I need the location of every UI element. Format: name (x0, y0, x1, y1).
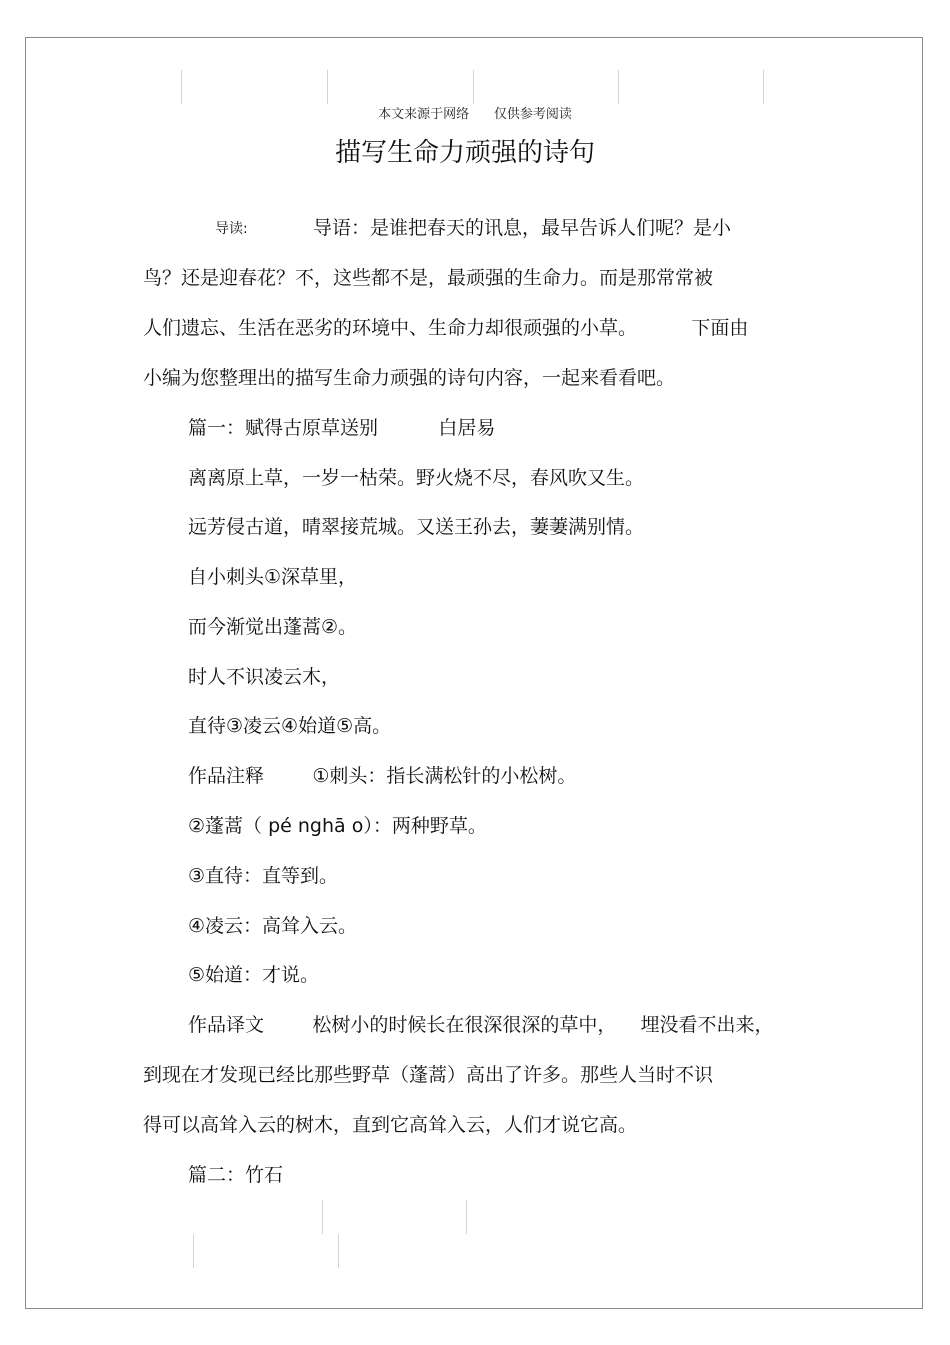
scan-line (193, 1234, 194, 1268)
intro-line-4: 小编为您整理出的描写生命力顽强的诗句内容，一起来看看吧。 (143, 367, 676, 389)
note-5: ⑤始道：才说。 (188, 964, 320, 986)
poem2-line: 直待③凌云④始道⑤高。 (188, 715, 392, 737)
intro-line-1: 导语：是谁把春天的讯息，最早告诉人们呢？是小 (313, 217, 732, 239)
note-2: ②蓬蒿（ pé nghā o）：两种野草。 (188, 815, 487, 837)
scan-line (466, 1200, 467, 1234)
poem1-verse-1: 离离原上草，一岁一枯荣。野火烧不尽，春风吹又生。 (188, 467, 645, 489)
translation-line-2: 到现在才发现已经比那些野草（蓬蒿）高出了许多。那些人当时不识 (143, 1064, 714, 1086)
source-note: 本文来源于网络 仅供参考阅读 (378, 107, 572, 122)
scan-line (327, 70, 328, 104)
poem1-heading: 篇一：赋得古原草送别 白居易 (188, 417, 496, 439)
scan-line (322, 1200, 323, 1234)
scan-line (181, 70, 182, 104)
poem1-verse-2: 远芳侵古道，晴翠接荒城。又送王孙去，萋萋满别情。 (188, 516, 645, 538)
translation-line-3: 得可以高耸入云的树木，直到它高耸入云，人们才说它高。 (143, 1114, 638, 1136)
intro-line-3: 人们遗忘、生活在恶劣的环境中、生命力却很顽强的小草。 下面由 (143, 317, 749, 339)
document-title: 描写生命力顽强的诗句 (334, 138, 595, 168)
scan-line (618, 70, 619, 104)
poem2-line: 时人不识凌云木， (188, 666, 341, 688)
note-4: ④凌云：高耸入云。 (188, 915, 358, 937)
section2-heading: 篇二：竹石 (188, 1164, 284, 1186)
scan-line (473, 70, 474, 104)
poem2-line: 自小刺头①深草里， (188, 566, 358, 588)
scan-line (338, 1234, 339, 1268)
poem2-line: 而今渐觉出蓬蒿②。 (188, 616, 358, 638)
intro-label: 导读: (215, 221, 248, 237)
intro-line-2: 鸟？还是迎春花？不，这些都不是，最顽强的生命力。而是那常常被 (143, 267, 714, 289)
translation-line-1: 作品译文 松树小的时候长在很深很深的草中， 埋没看不出来， (188, 1014, 774, 1036)
scan-line (763, 70, 764, 104)
notes-heading: 作品注释 ①刺头：指长满松针的小松树。 (188, 765, 577, 787)
note-3: ③直待：直等到。 (188, 865, 339, 887)
